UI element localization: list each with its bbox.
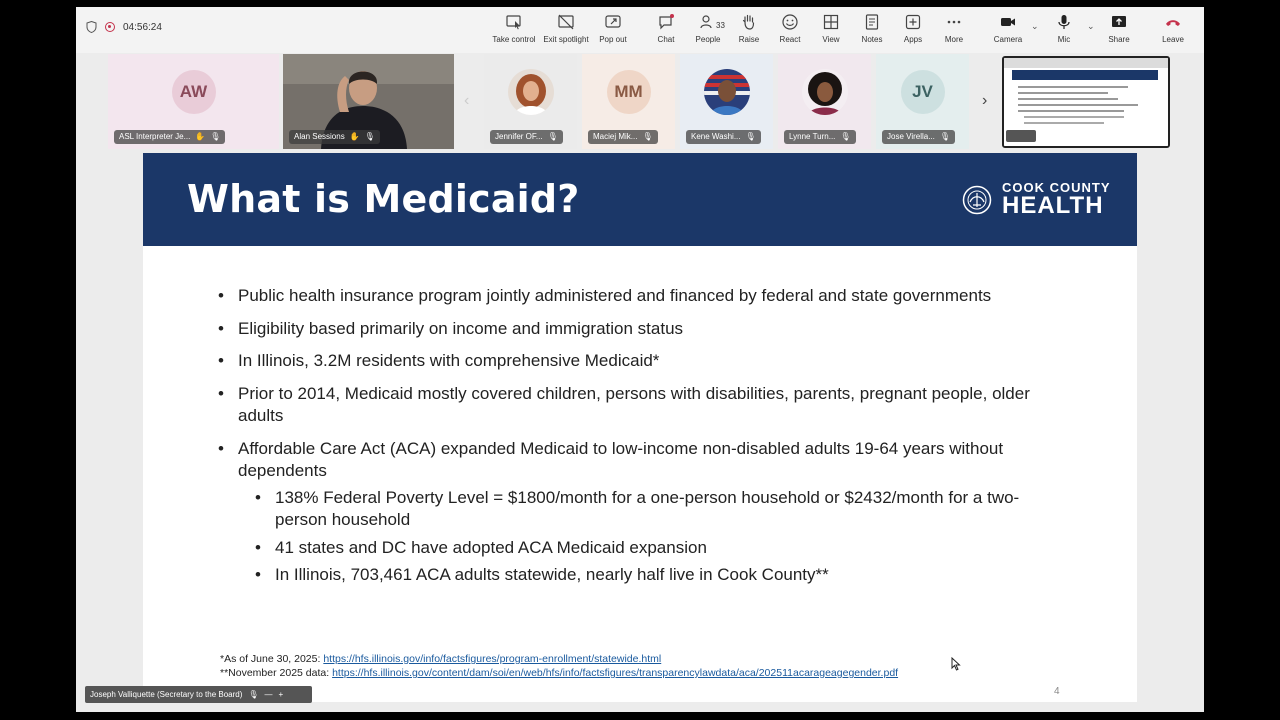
participant-name-tag [882,130,955,144]
participant-name: Jennifer OF... [495,132,543,141]
footnote-2-label: **November 2025 data: [220,667,333,679]
participant-name-tag [490,130,563,144]
participant-name: Kene Washi... [691,132,741,141]
more-label: More [944,35,964,44]
participant-name-tag [289,130,380,144]
county-seal-icon [962,185,992,215]
pop-out-label: Pop out [599,35,627,44]
elapsed-time: 04:56:24 [123,21,162,33]
leave-button[interactable] [1143,13,1203,44]
people-label: People [695,35,721,44]
sub-bullet-item: • 41 states and DC have adopted ACA Medicaid expansion [255,537,1058,560]
sign-language-icon: ✋ [349,132,360,141]
bullet-item: • In Illinois, 3.2M residents with comprehensive Medicaid* [218,350,1058,373]
mic-off-icon: 🎙 [840,132,851,141]
logo-line-1: COOK COUNTY [1002,180,1111,195]
footnote-2-link[interactable]: https://hfs.illinois.gov/content/dam/soi/en/web/hfs/info/factsfigures/transparencylawdata/aca/202511acarageagegender.pdf [332,667,899,679]
bullet-item: • Eligibility based primarily on income and immigration status [218,318,1058,341]
leave-label: Leave [1162,35,1184,44]
camera-label: Camera [993,35,1023,44]
share-button[interactable] [1089,13,1149,44]
mic-off-icon: 🎙 [939,132,951,141]
mic-icon [1055,13,1073,31]
expand-icon[interactable]: + [278,690,284,699]
sign-language-icon: ✋ [195,132,206,141]
people-count: 33 [716,21,725,30]
view-label: View [822,35,840,44]
chevron-left-icon[interactable]: ‹ [464,92,470,109]
cook-county-health-logo [962,181,1111,218]
slide-thumbnail [1004,58,1168,146]
slide-page-number: 4 [1054,686,1060,697]
exit-spotlight-icon [557,13,575,31]
mic-off-icon: 🎙 [547,132,558,141]
pop-out-icon [604,13,622,31]
mic-options-chevron-icon[interactable]: ⌄ [1087,21,1095,31]
sub-bullet-item: • In Illinois, 703,461 ACA adults statewide, nearly half live in Cook County** [255,564,1058,587]
bullet-item: • Prior to 2014, Medicaid mostly covered children, persons with disabilities, parents, pregnant people, older adults [218,383,1058,428]
camera-icon [999,13,1017,31]
chat-label: Chat [657,35,675,44]
avatar [802,69,848,115]
take-control-button[interactable] [484,13,544,44]
mic-off-icon: 🎙 [364,132,375,141]
bullet-item: • Public health insurance program jointly administered and financed by federal and state governments [218,285,1058,308]
camera-options-chevron-icon[interactable]: ⌄ [1031,21,1039,31]
participant-tile[interactable] [876,54,969,149]
avatar [508,69,554,115]
minimize-icon[interactable]: — [264,690,273,699]
participant-tile[interactable] [778,54,871,149]
pop-out-button[interactable] [583,13,643,44]
bullet-item: • Affordable Care Act (ACA) expanded Medicaid to low-income non-disabled adults 19-64 years without dependents [218,438,1058,483]
more-button[interactable] [924,13,984,44]
avatar: MM [607,70,651,114]
raise-hand-icon [740,13,758,31]
slide-header [143,153,1137,246]
apps-label: Apps [903,35,923,44]
notes-label: Notes [861,35,883,44]
presentation-slide [143,153,1137,702]
mic-off-icon: 🎙 [210,132,221,141]
camera-button[interactable] [978,13,1038,44]
mic-off-icon: 🎙 [745,132,756,141]
shared-content-thumbnail[interactable] [1002,56,1170,148]
participant-tile[interactable] [582,54,675,149]
footnote-2 [220,667,898,679]
footnote-1-label: *As of June 30, 2025: [220,653,324,665]
chevron-right-icon[interactable]: › [982,92,988,109]
participant-name: Lynne Turn... [789,132,836,141]
participant-name: ASL Interpreter Je... [119,132,191,141]
self-view-name: Joseph Valliquette (Secretary to the Board) [90,690,243,699]
mouse-cursor-icon [951,657,961,671]
share-label: Share [1108,35,1130,44]
mic-off-icon: 🎙 [248,690,259,699]
more-icon [945,13,963,31]
participant-strip [76,54,1204,152]
avatar: JV [901,70,945,114]
take-control-label: Take control [492,35,536,44]
participant-tile[interactable] [680,54,773,149]
participant-name-tag [686,130,761,144]
slide-bullets [218,285,1058,592]
notes-icon [863,13,881,31]
participant-name: Maciej Mik... [593,132,638,141]
mic-off-icon: 🎙 [642,132,653,141]
mic-button[interactable] [1034,13,1094,44]
meeting-window [76,7,1204,712]
meeting-toolbar [76,7,1204,53]
shield-icon [86,21,97,33]
participant-tile-video[interactable] [283,54,454,149]
participant-name-tag [784,130,856,144]
view-grid-icon [822,13,840,31]
participant-name-tag [588,130,658,144]
exit-spotlight-label: Exit spotlight [543,35,589,44]
avatar [704,69,750,115]
participant-name: Alan Sessions [294,132,345,141]
footnote-1-link[interactable]: https://hfs.illinois.gov/info/factsfigures/program-enrollment/statewide.html [323,653,662,665]
logo-line-2: HEALTH [1002,192,1104,219]
hang-up-icon [1164,13,1182,31]
participant-name-tag [114,130,225,144]
raise-label: Raise [738,35,760,44]
slide-title: What is Medicaid? [187,177,580,221]
chat-icon [657,13,675,31]
participant-tile[interactable] [484,54,577,149]
avatar: AW [172,70,216,114]
footnote-1 [220,653,661,665]
participant-name: Jose Virella... [887,132,935,141]
react-label: React [779,35,801,44]
take-control-icon [505,13,523,31]
apps-icon [904,13,922,31]
recording-icon [105,22,115,32]
people-icon [699,13,717,31]
participant-tile[interactable] [108,54,279,149]
react-icon [781,13,799,31]
self-view-bar[interactable] [85,686,312,703]
meeting-status [86,21,162,33]
sub-bullet-item: • 138% Federal Poverty Level = $1800/month for a one-person household or $2432/month for a two-person household [255,487,1058,532]
share-icon [1110,13,1128,31]
mic-label: Mic [1057,35,1071,44]
